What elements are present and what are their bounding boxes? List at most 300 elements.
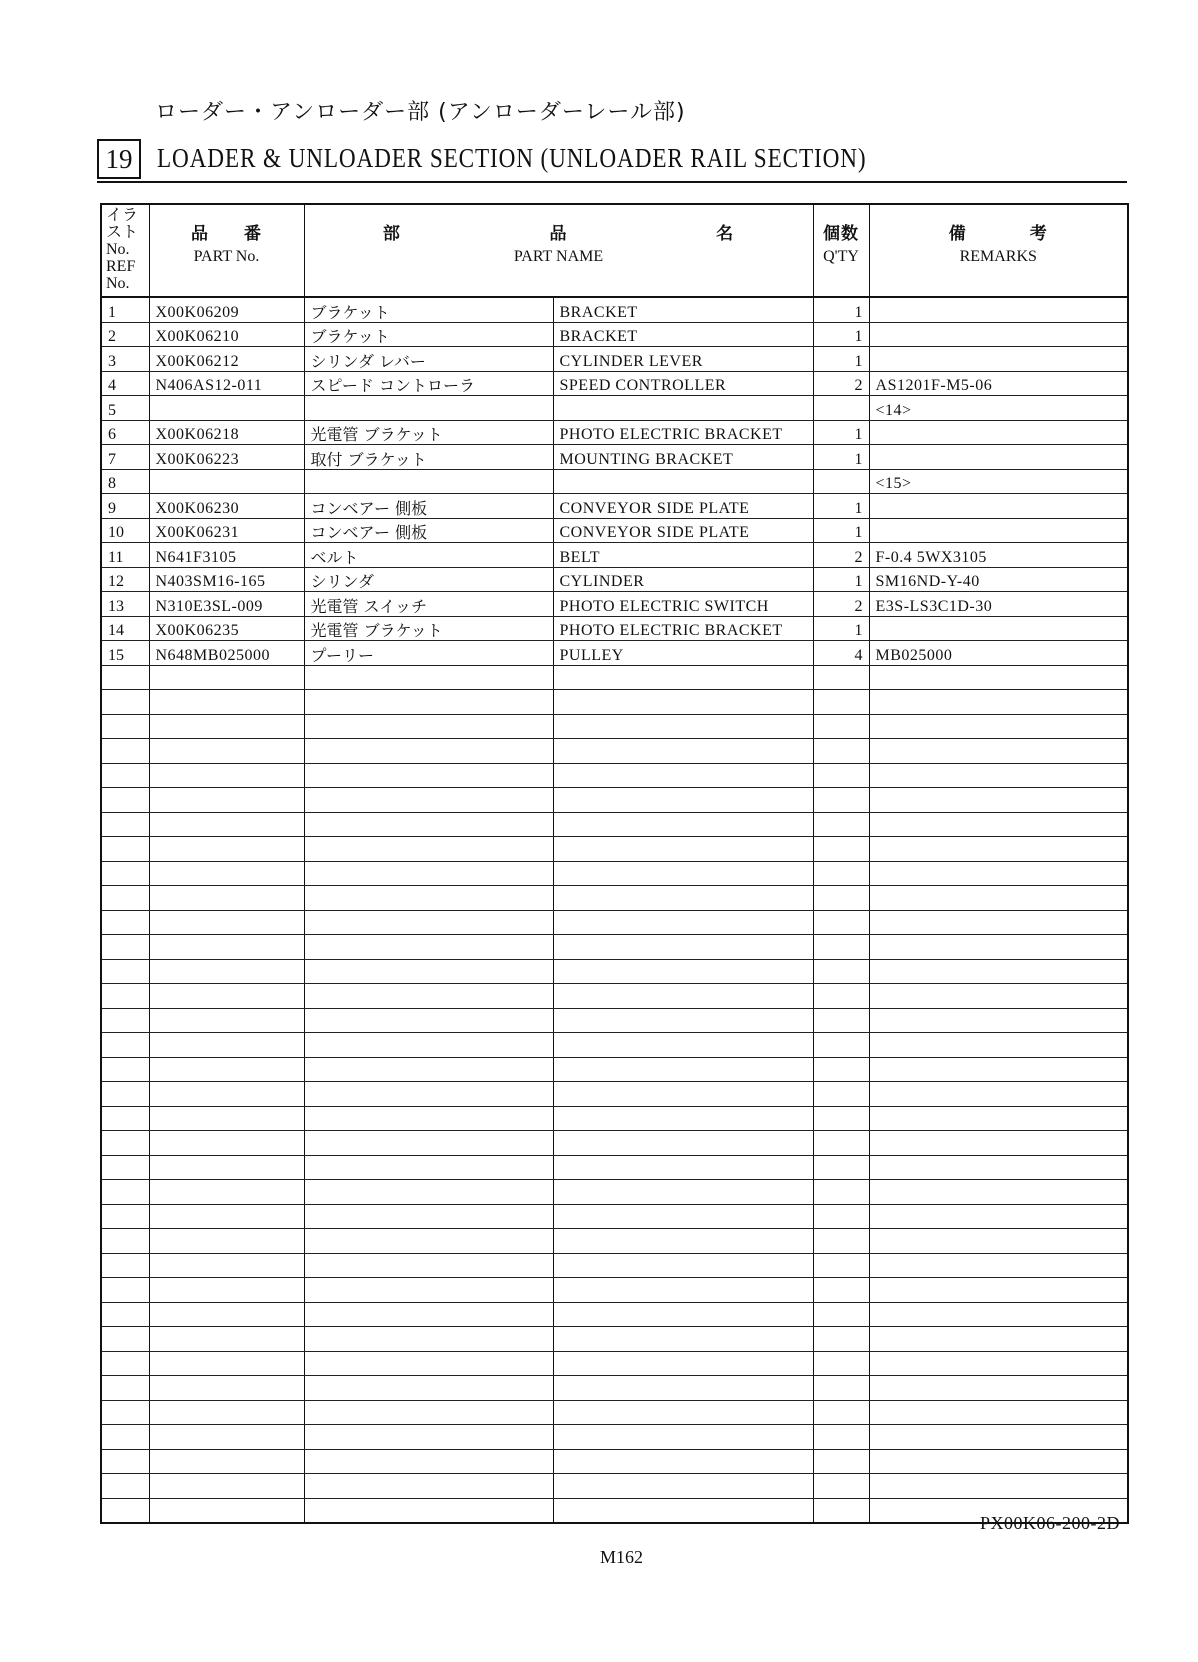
empty-table-row — [101, 739, 1128, 764]
empty-table-row — [101, 1327, 1128, 1352]
cell-part-no — [149, 984, 304, 1009]
cell-part-no — [149, 1082, 304, 1107]
cell-part-name-jp — [304, 1180, 553, 1205]
cell-ref-no — [101, 984, 149, 1009]
cell-quantity — [813, 1057, 869, 1082]
cell-part-name-jp — [304, 469, 553, 494]
cell-ref-no: 2 — [101, 322, 149, 347]
cell-quantity — [813, 1351, 869, 1376]
cell-ref-no — [101, 1204, 149, 1229]
cell-part-name-en — [553, 1302, 813, 1327]
cell-remarks — [869, 1155, 1128, 1180]
empty-table-row — [101, 1302, 1128, 1327]
cell-ref-no — [101, 1155, 149, 1180]
cell-remarks — [869, 1351, 1128, 1376]
cell-remarks — [869, 1278, 1128, 1303]
cell-remarks — [869, 861, 1128, 886]
cell-remarks — [869, 910, 1128, 935]
cell-part-name-jp: シリンダ — [304, 567, 553, 592]
cell-remarks — [869, 616, 1128, 641]
cell-ref-no: 3 — [101, 347, 149, 372]
cell-ref-no — [101, 1449, 149, 1474]
cell-part-name-en: CONVEYOR SIDE PLATE — [553, 494, 813, 519]
empty-table-row — [101, 910, 1128, 935]
cell-part-name-jp — [304, 665, 553, 690]
empty-table-row — [101, 1033, 1128, 1058]
cell-part-name-en: SPEED CONTROLLER — [553, 371, 813, 396]
cell-part-no: X00K06231 — [149, 518, 304, 543]
cell-part-name-en: BELT — [553, 543, 813, 568]
cell-quantity — [813, 1180, 869, 1205]
cell-part-name-en — [553, 1253, 813, 1278]
cell-quantity — [813, 788, 869, 813]
cell-part-name-en — [553, 1082, 813, 1107]
cell-remarks: F-0.4 5WX3105 — [869, 543, 1128, 568]
cell-quantity — [813, 1278, 869, 1303]
cell-part-no: N641F3105 — [149, 543, 304, 568]
cell-quantity: 4 — [813, 641, 869, 666]
cell-part-name-en — [553, 1204, 813, 1229]
cell-quantity — [813, 714, 869, 739]
cell-remarks — [869, 935, 1128, 960]
cell-part-no — [149, 763, 304, 788]
cell-ref-no — [101, 1253, 149, 1278]
cell-quantity — [813, 1253, 869, 1278]
cell-part-name-jp — [304, 1204, 553, 1229]
cell-part-name-en — [553, 1400, 813, 1425]
cell-quantity — [813, 1376, 869, 1401]
cell-part-name-jp — [304, 1449, 553, 1474]
table-row — [101, 567, 1128, 592]
english-title: LOADER & UNLOADER SECTION (UNLOADER RAIL SECTION) — [157, 143, 867, 173]
cell-part-name-en — [553, 739, 813, 764]
cell-quantity: 1 — [813, 567, 869, 592]
cell-part-no: X00K06235 — [149, 616, 304, 641]
cell-part-name-en — [553, 1278, 813, 1303]
cell-part-no: N403SM16-165 — [149, 567, 304, 592]
empty-table-row — [101, 861, 1128, 886]
cell-part-name-jp: スピード コントローラ — [304, 371, 553, 396]
cell-quantity — [813, 861, 869, 886]
cell-part-name-jp — [304, 1376, 553, 1401]
cell-ref-no — [101, 1082, 149, 1107]
cell-ref-no — [101, 1180, 149, 1205]
cell-remarks — [869, 1204, 1128, 1229]
cell-ref-no — [101, 690, 149, 715]
cell-part-name-jp — [304, 1498, 553, 1523]
cell-part-name-jp — [304, 1302, 553, 1327]
cell-part-name-jp — [304, 788, 553, 813]
cell-part-no: X00K06230 — [149, 494, 304, 519]
cell-quantity — [813, 984, 869, 1009]
cell-part-name-jp: ブラケット — [304, 297, 553, 322]
cell-part-no — [149, 1008, 304, 1033]
cell-ref-no — [101, 1302, 149, 1327]
empty-table-row — [101, 812, 1128, 837]
cell-part-name-jp — [304, 984, 553, 1009]
cell-remarks: AS1201F-M5-06 — [869, 371, 1128, 396]
cell-remarks — [869, 1229, 1128, 1254]
table-row — [101, 322, 1128, 347]
title-underline — [97, 181, 1127, 183]
cell-part-no — [149, 910, 304, 935]
japanese-title: ローダー・アンローダー部 (アンローダーレール部) — [155, 100, 686, 125]
cell-part-name-jp: コンベアー 側板 — [304, 518, 553, 543]
table-row — [101, 371, 1128, 396]
cell-part-no — [149, 1229, 304, 1254]
cell-quantity — [813, 837, 869, 862]
cell-part-name-en — [553, 861, 813, 886]
cell-quantity — [813, 1327, 869, 1352]
cell-remarks — [869, 1302, 1128, 1327]
cell-part-name-jp — [304, 1474, 553, 1499]
cell-part-name-jp — [304, 1327, 553, 1352]
cell-quantity — [813, 886, 869, 911]
cell-part-name-jp — [304, 959, 553, 984]
cell-part-no — [149, 1278, 304, 1303]
empty-table-row — [101, 984, 1128, 1009]
cell-quantity — [813, 1155, 869, 1180]
cell-ref-no: 12 — [101, 567, 149, 592]
cell-part-no: X00K06218 — [149, 420, 304, 445]
cell-quantity: 1 — [813, 297, 869, 322]
cell-part-name-en — [553, 1008, 813, 1033]
cell-part-no — [149, 1204, 304, 1229]
cell-part-name-jp — [304, 739, 553, 764]
cell-remarks — [869, 1106, 1128, 1131]
cell-ref-no — [101, 714, 149, 739]
empty-table-row — [101, 1008, 1128, 1033]
cell-part-name-jp — [304, 1057, 553, 1082]
empty-table-row — [101, 959, 1128, 984]
table-row — [101, 396, 1128, 421]
cell-quantity — [813, 1106, 869, 1131]
cell-part-name-en — [553, 469, 813, 494]
cell-quantity: 1 — [813, 616, 869, 641]
table-row — [101, 420, 1128, 445]
cell-part-name-jp — [304, 1008, 553, 1033]
cell-part-no — [149, 935, 304, 960]
cell-part-name-jp: 光電管 ブラケット — [304, 616, 553, 641]
table-row — [101, 518, 1128, 543]
cell-part-name-en — [553, 812, 813, 837]
cell-ref-no: 9 — [101, 494, 149, 519]
cell-part-no — [149, 788, 304, 813]
cell-part-name-jp — [304, 1033, 553, 1058]
cell-ref-no — [101, 1278, 149, 1303]
cell-part-name-en — [553, 837, 813, 862]
cell-ref-no — [101, 1057, 149, 1082]
cell-remarks — [869, 984, 1128, 1009]
cell-part-no: X00K06209 — [149, 297, 304, 322]
cell-part-name-en — [553, 886, 813, 911]
cell-part-name-en — [553, 935, 813, 960]
cell-ref-no — [101, 1106, 149, 1131]
cell-ref-no — [101, 1131, 149, 1156]
empty-table-row — [101, 763, 1128, 788]
header-quantity: 個数 Q'TY — [813, 204, 869, 297]
cell-remarks: <14> — [869, 396, 1128, 421]
empty-table-row — [101, 1180, 1128, 1205]
cell-quantity — [813, 469, 869, 494]
cell-part-name-en — [553, 1425, 813, 1450]
cell-quantity — [813, 763, 869, 788]
empty-table-row — [101, 886, 1128, 911]
empty-table-row — [101, 1082, 1128, 1107]
cell-quantity — [813, 1082, 869, 1107]
cell-ref-no — [101, 886, 149, 911]
table-row — [101, 297, 1128, 322]
cell-quantity — [813, 396, 869, 421]
cell-quantity — [813, 1425, 869, 1450]
cell-ref-no — [101, 788, 149, 813]
cell-part-name-en: CONVEYOR SIDE PLATE — [553, 518, 813, 543]
cell-quantity — [813, 1498, 869, 1523]
empty-table-row — [101, 1131, 1128, 1156]
cell-remarks — [869, 886, 1128, 911]
header-ref-no: イラスト No. REF No. — [101, 204, 149, 297]
cell-part-no — [149, 714, 304, 739]
cell-part-name-en — [553, 1033, 813, 1058]
cell-part-no — [149, 739, 304, 764]
cell-part-name-jp — [304, 935, 553, 960]
cell-part-no — [149, 1474, 304, 1499]
cell-part-no — [149, 886, 304, 911]
page-number: M162 — [600, 1547, 644, 1567]
table-row — [101, 616, 1128, 641]
table-row — [101, 347, 1128, 372]
cell-quantity — [813, 959, 869, 984]
cell-ref-no: 5 — [101, 396, 149, 421]
cell-quantity — [813, 910, 869, 935]
cell-ref-no: 14 — [101, 616, 149, 641]
cell-ref-no — [101, 1327, 149, 1352]
empty-table-row — [101, 1057, 1128, 1082]
cell-part-name-en — [553, 1057, 813, 1082]
cell-part-name-en — [553, 1106, 813, 1131]
cell-remarks — [869, 1180, 1128, 1205]
cell-part-no: N648MB025000 — [149, 641, 304, 666]
cell-part-name-en — [553, 910, 813, 935]
cell-part-name-en — [553, 1498, 813, 1523]
cell-ref-no — [101, 1033, 149, 1058]
cell-ref-no: 11 — [101, 543, 149, 568]
cell-part-name-jp: 光電管 スイッチ — [304, 592, 553, 617]
cell-part-no — [149, 690, 304, 715]
cell-part-name-en: CYLINDER LEVER — [553, 347, 813, 372]
cell-ref-no — [101, 861, 149, 886]
cell-remarks: E3S-LS3C1D-30 — [869, 592, 1128, 617]
cell-part-name-jp — [304, 837, 553, 862]
cell-remarks — [869, 518, 1128, 543]
header-part-name: 部 品 名 PART NAME — [304, 204, 813, 297]
cell-remarks — [869, 1376, 1128, 1401]
cell-part-name-en — [553, 1155, 813, 1180]
cell-ref-no — [101, 1351, 149, 1376]
cell-part-name-jp: コンベアー 側板 — [304, 494, 553, 519]
cell-ref-no — [101, 1425, 149, 1450]
cell-part-no — [149, 861, 304, 886]
cell-part-name-jp — [304, 1425, 553, 1450]
cell-part-no — [149, 1302, 304, 1327]
cell-remarks — [869, 1474, 1128, 1499]
cell-remarks — [869, 690, 1128, 715]
empty-table-row — [101, 1351, 1128, 1376]
empty-table-row — [101, 1425, 1128, 1450]
cell-part-no — [149, 1351, 304, 1376]
cell-quantity: 2 — [813, 543, 869, 568]
cell-quantity — [813, 1008, 869, 1033]
cell-part-name-en — [553, 1351, 813, 1376]
cell-remarks — [869, 959, 1128, 984]
cell-quantity: 1 — [813, 347, 869, 372]
cell-part-name-en: MOUNTING BRACKET — [553, 445, 813, 470]
cell-part-name-en — [553, 788, 813, 813]
cell-part-name-en: PULLEY — [553, 641, 813, 666]
cell-remarks — [869, 1082, 1128, 1107]
header-remarks: 備 考 REMARKS — [869, 204, 1128, 297]
cell-part-name-jp — [304, 812, 553, 837]
cell-remarks: MB025000 — [869, 641, 1128, 666]
cell-part-no — [149, 469, 304, 494]
empty-table-row — [101, 1155, 1128, 1180]
document-code: PX00K06-200-2D — [980, 1513, 1120, 1533]
parts-table-body — [101, 297, 1128, 1523]
empty-table-row — [101, 690, 1128, 715]
cell-part-no: X00K06212 — [149, 347, 304, 372]
table-row — [101, 641, 1128, 666]
cell-remarks — [869, 1057, 1128, 1082]
cell-part-name-en — [553, 1449, 813, 1474]
empty-table-row — [101, 1376, 1128, 1401]
cell-part-name-jp — [304, 1131, 553, 1156]
cell-ref-no — [101, 910, 149, 935]
cell-ref-no: 8 — [101, 469, 149, 494]
header-part-no: 品 番 PART No. — [149, 204, 304, 297]
cell-part-name-jp — [304, 1351, 553, 1376]
cell-part-name-en: BRACKET — [553, 322, 813, 347]
cell-part-no — [149, 1180, 304, 1205]
cell-quantity — [813, 812, 869, 837]
cell-part-name-jp — [304, 1082, 553, 1107]
cell-part-no — [149, 1498, 304, 1523]
cell-part-name-en — [553, 1327, 813, 1352]
section-number-box: 19 — [97, 139, 141, 179]
cell-part-name-jp: 光電管 ブラケット — [304, 420, 553, 445]
cell-part-name-en: PHOTO ELECTRIC BRACKET — [553, 616, 813, 641]
cell-part-name-en — [553, 984, 813, 1009]
cell-remarks — [869, 1425, 1128, 1450]
empty-table-row — [101, 1498, 1128, 1523]
cell-ref-no — [101, 935, 149, 960]
empty-table-row — [101, 788, 1128, 813]
cell-part-name-en: PHOTO ELECTRIC BRACKET — [553, 420, 813, 445]
empty-table-row — [101, 1400, 1128, 1425]
cell-part-no — [149, 837, 304, 862]
cell-ref-no — [101, 812, 149, 837]
cell-part-name-jp — [304, 1400, 553, 1425]
cell-ref-no: 10 — [101, 518, 149, 543]
cell-quantity — [813, 1302, 869, 1327]
cell-part-name-jp — [304, 1106, 553, 1131]
cell-quantity: 1 — [813, 420, 869, 445]
cell-part-name-jp — [304, 910, 553, 935]
cell-remarks — [869, 837, 1128, 862]
cell-part-name-en — [553, 1376, 813, 1401]
cell-part-name-en — [553, 396, 813, 421]
table-row — [101, 543, 1128, 568]
cell-part-name-jp — [304, 763, 553, 788]
cell-remarks: SM16ND-Y-40 — [869, 567, 1128, 592]
cell-remarks — [869, 445, 1128, 470]
cell-part-no — [149, 1106, 304, 1131]
cell-part-no — [149, 812, 304, 837]
cell-part-name-en — [553, 1474, 813, 1499]
cell-part-no — [149, 1425, 304, 1450]
cell-ref-no — [101, 1376, 149, 1401]
cell-quantity — [813, 935, 869, 960]
table-row — [101, 592, 1128, 617]
cell-part-no — [149, 1327, 304, 1352]
table-row — [101, 445, 1128, 470]
cell-part-no — [149, 959, 304, 984]
cell-ref-no — [101, 739, 149, 764]
cell-remarks: <15> — [869, 469, 1128, 494]
cell-ref-no — [101, 665, 149, 690]
cell-part-name-en: PHOTO ELECTRIC SWITCH — [553, 592, 813, 617]
cell-quantity — [813, 1400, 869, 1425]
cell-part-name-en — [553, 1131, 813, 1156]
cell-quantity: 2 — [813, 592, 869, 617]
cell-part-name-en — [553, 690, 813, 715]
empty-table-row — [101, 714, 1128, 739]
cell-part-name-jp — [304, 1155, 553, 1180]
cell-ref-no — [101, 1474, 149, 1499]
cell-quantity: 2 — [813, 371, 869, 396]
cell-part-name-jp — [304, 886, 553, 911]
cell-part-name-jp: プーリー — [304, 641, 553, 666]
cell-part-name-jp: ベルト — [304, 543, 553, 568]
cell-part-no — [149, 665, 304, 690]
cell-part-no — [149, 1376, 304, 1401]
cell-part-name-en — [553, 665, 813, 690]
cell-remarks — [869, 1449, 1128, 1474]
cell-part-no — [149, 1033, 304, 1058]
cell-ref-no: 1 — [101, 297, 149, 322]
cell-part-name-en — [553, 763, 813, 788]
cell-part-no — [149, 396, 304, 421]
cell-part-no: N310E3SL-009 — [149, 592, 304, 617]
cell-ref-no — [101, 1229, 149, 1254]
cell-quantity — [813, 690, 869, 715]
cell-remarks — [869, 714, 1128, 739]
empty-table-row — [101, 1204, 1128, 1229]
cell-quantity: 1 — [813, 494, 869, 519]
cell-part-name-jp — [304, 861, 553, 886]
cell-part-no: X00K06210 — [149, 322, 304, 347]
cell-ref-no: 4 — [101, 371, 149, 396]
cell-remarks — [869, 1008, 1128, 1033]
cell-remarks — [869, 739, 1128, 764]
cell-part-no — [149, 1155, 304, 1180]
empty-table-row — [101, 935, 1128, 960]
cell-quantity: 1 — [813, 518, 869, 543]
cell-remarks — [869, 1253, 1128, 1278]
cell-quantity — [813, 1474, 869, 1499]
table-header-row — [101, 204, 1128, 297]
cell-remarks — [869, 1033, 1128, 1058]
cell-part-name-en — [553, 714, 813, 739]
